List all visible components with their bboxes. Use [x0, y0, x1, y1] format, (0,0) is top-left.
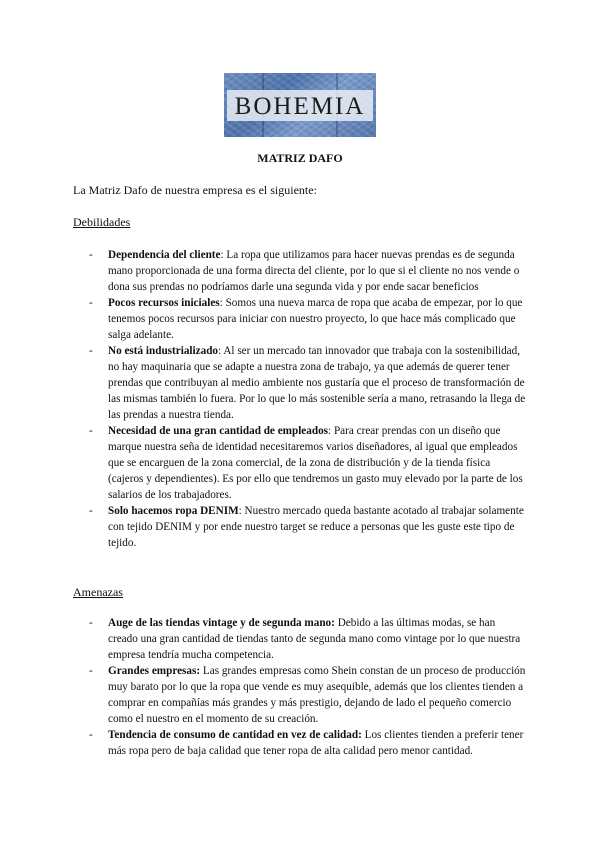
section-heading-debilidades: Debilidades: [73, 215, 131, 229]
list-item: [86, 343, 526, 423]
section-heading-amenazas: Amenazas: [73, 585, 123, 599]
logo-text: BOHEMIA: [227, 90, 374, 121]
item-term: Grandes empresas:: [108, 665, 201, 677]
brand-logo: [224, 73, 376, 137]
list-item: [86, 423, 526, 503]
item-term: Pocos recursos iniciales: [108, 297, 220, 309]
item-text: Para crear prendas con un diseño que marque nuestra seña de identidad necesitaremos varios diseñadores, al igual que empleados que se encarguen de la zona comercial, de la zona de distribución y de la tienda física (cajeros y dependientes). Es por ello que tendremos un gasto muy elevado por la parte de los salarios de los trabajadores.: [108, 425, 523, 501]
item-term: Solo hacemos ropa DENIM: [108, 505, 239, 517]
list-item: [86, 663, 526, 727]
item-separator: :: [220, 249, 227, 261]
amenazas-list: [86, 615, 526, 759]
list-item: [86, 615, 526, 663]
intro-text: La Matriz Dafo de nuestra empresa es el siguiente:: [73, 183, 317, 197]
item-term: Dependencia del cliente: [108, 249, 221, 261]
list-item: [86, 247, 526, 295]
item-separator: :: [328, 425, 334, 437]
item-separator: :: [218, 345, 224, 357]
item-text: Las grandes empresas como Shein constan de un proceso de producción muy barato por lo que la ropa que vende es muy asequible, además que los clientes tienden a comprar en compañías más grandes y más prestigio, dejando de lado el pequeño comercio como el nuestro en el momento de su creación.: [108, 665, 526, 725]
item-text: La ropa que utilizamos para hacer nuevas prendas es de segunda mano proporcionada de una forma directa del cliente, por lo que si el cliente no nos vende o dona sus prendas no podríamos darle una segunda vida y por ende sacar beneficios: [108, 249, 520, 293]
item-separator: :: [219, 297, 226, 309]
list-item: [86, 295, 526, 343]
item-term: Tendencia de consumo de cantidad en vez de calidad:: [108, 729, 362, 741]
item-text: Al ser un mercado tan innovador que trabaja con la sostenibilidad, no hay maquinaria que se adapte a nuestra zona de trabajo, ya que además de querer tener prendas que contribuyan al medio ambiente nos gustaría que el proceso de transformación de las mismas también lo fuera. Por lo que lo más sostenible sería a mano, retrasando la llega de las prendas a nuestra tienda.: [108, 345, 526, 421]
page-title: MATRIZ DAFO: [257, 151, 343, 165]
item-term: Necesidad de una gran cantidad de empleados: [108, 425, 329, 437]
item-text: Nuestro mercado queda bastante acotado al trabajar solamente con tejido DENIM y por ende nuestro target se reduce a personas que les guste este tipo de tejido.: [108, 505, 524, 549]
item-text: Debido a las últimas modas, se han creado una gran cantidad de tiendas tanto de segunda mano como vintage por lo que nuestra empresa tendría mucha competencia.: [108, 617, 521, 661]
item-text: Los clientes tienden a preferir tener más ropa pero de baja calidad que tener ropa de alta calidad pero menor cantidad.: [108, 729, 524, 757]
list-item: [86, 727, 526, 759]
item-text: Somos una nueva marca de ropa que acaba de empezar, por lo que tenemos pocos recursos para iniciar con nuestro proyecto, lo que hace más complicado que salga adelante.: [108, 297, 523, 341]
debilidades-list: [86, 247, 526, 551]
item-term: Auge de las tiendas vintage y de segunda mano:: [108, 617, 335, 629]
list-item: [86, 503, 526, 551]
item-separator: :: [238, 505, 245, 517]
item-term: No está industrializado: [108, 345, 219, 357]
